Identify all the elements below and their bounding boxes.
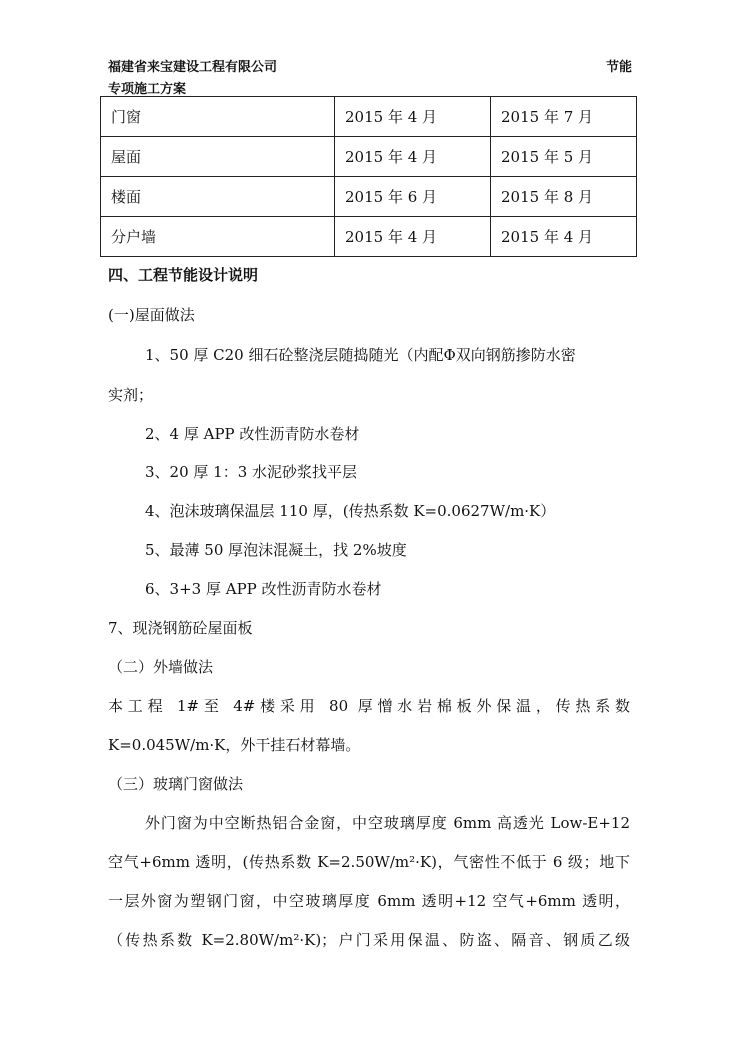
table-cell: 2015 年 6 月	[335, 177, 491, 217]
header-company: 福建省来宝建设工程有限公司	[108, 60, 278, 75]
header-subtitle: 专项施工方案	[108, 82, 187, 97]
table-row	[101, 97, 637, 137]
table-cell: 门窗	[101, 97, 335, 137]
roof-item-5: 5、最薄 50 厚泡沫混凝土，找 2%坡度	[145, 541, 407, 559]
table-cell: 屋面	[101, 137, 335, 177]
window-line-3: 一层外窗为塑钢门窗，中空玻璃厚度 6mm 透明+12 空气+6mm 透明，	[108, 892, 630, 910]
table-cell: 2015 年 8 月	[491, 177, 637, 217]
roof-item-3: 3、20 厚 1：3 水泥砂浆找平层	[145, 463, 358, 481]
schedule-table	[100, 96, 637, 257]
wall-line-1: 本工程 1#至 4#楼采用 80 厚憎水岩棉板外保温，传热系数	[108, 697, 630, 715]
window-line-4: （传热系数 K=2.80W/m²·K)；户门采用保温、防盗、隔音、钢质乙级	[108, 931, 630, 949]
roof-item-4: 4、泡沫玻璃保温层 110 厚，(传热系数 K=0.0627W/m·K）	[145, 502, 556, 520]
window-line-2: 空气+6mm 透明，(传热系数 K=2.50W/m²·K)，气密性不低于 6 级；地下	[108, 853, 630, 871]
table-cell: 2015 年 4 月	[335, 217, 491, 257]
roof-item-6: 6、3+3 厚 APP 改性沥青防水卷材	[145, 580, 382, 598]
table-row	[101, 137, 637, 177]
table-cell: 2015 年 4 月	[335, 137, 491, 177]
header-right: 节能	[606, 60, 633, 75]
wall-line-2: K=0.045W/m·K，外干挂石材幕墙。	[108, 736, 361, 754]
section-title: 四、工程节能设计说明	[108, 266, 259, 284]
table-cell: 2015 年 7 月	[491, 97, 637, 137]
roof-item-7: 7、现浇钢筋砼屋面板	[108, 619, 253, 637]
roof-item-1: 1、50 厚 C20 细石砼整浇层随捣随光（内配Φ双向钢筋掺防水密	[145, 346, 576, 364]
table-cell: 楼面	[101, 177, 335, 217]
roof-heading: (一)屋面做法	[108, 306, 195, 324]
wall-heading: （二）外墙做法	[108, 658, 214, 676]
window-heading: （三）玻璃门窗做法	[108, 775, 244, 793]
roof-item-2: 2、4 厚 APP 改性沥青防水卷材	[145, 425, 360, 443]
table-row	[101, 217, 637, 257]
table-row	[101, 177, 637, 217]
table-cell: 分户墙	[101, 217, 335, 257]
roof-item-1-cont: 实剂；	[108, 386, 154, 404]
window-line-1: 外门窗为中空断热铝合金窗，中空玻璃厚度 6mm 高透光 Low-E+12	[145, 814, 630, 832]
table-cell: 2015 年 5 月	[491, 137, 637, 177]
table-cell: 2015 年 4 月	[335, 97, 491, 137]
table-cell: 2015 年 4 月	[491, 217, 637, 257]
